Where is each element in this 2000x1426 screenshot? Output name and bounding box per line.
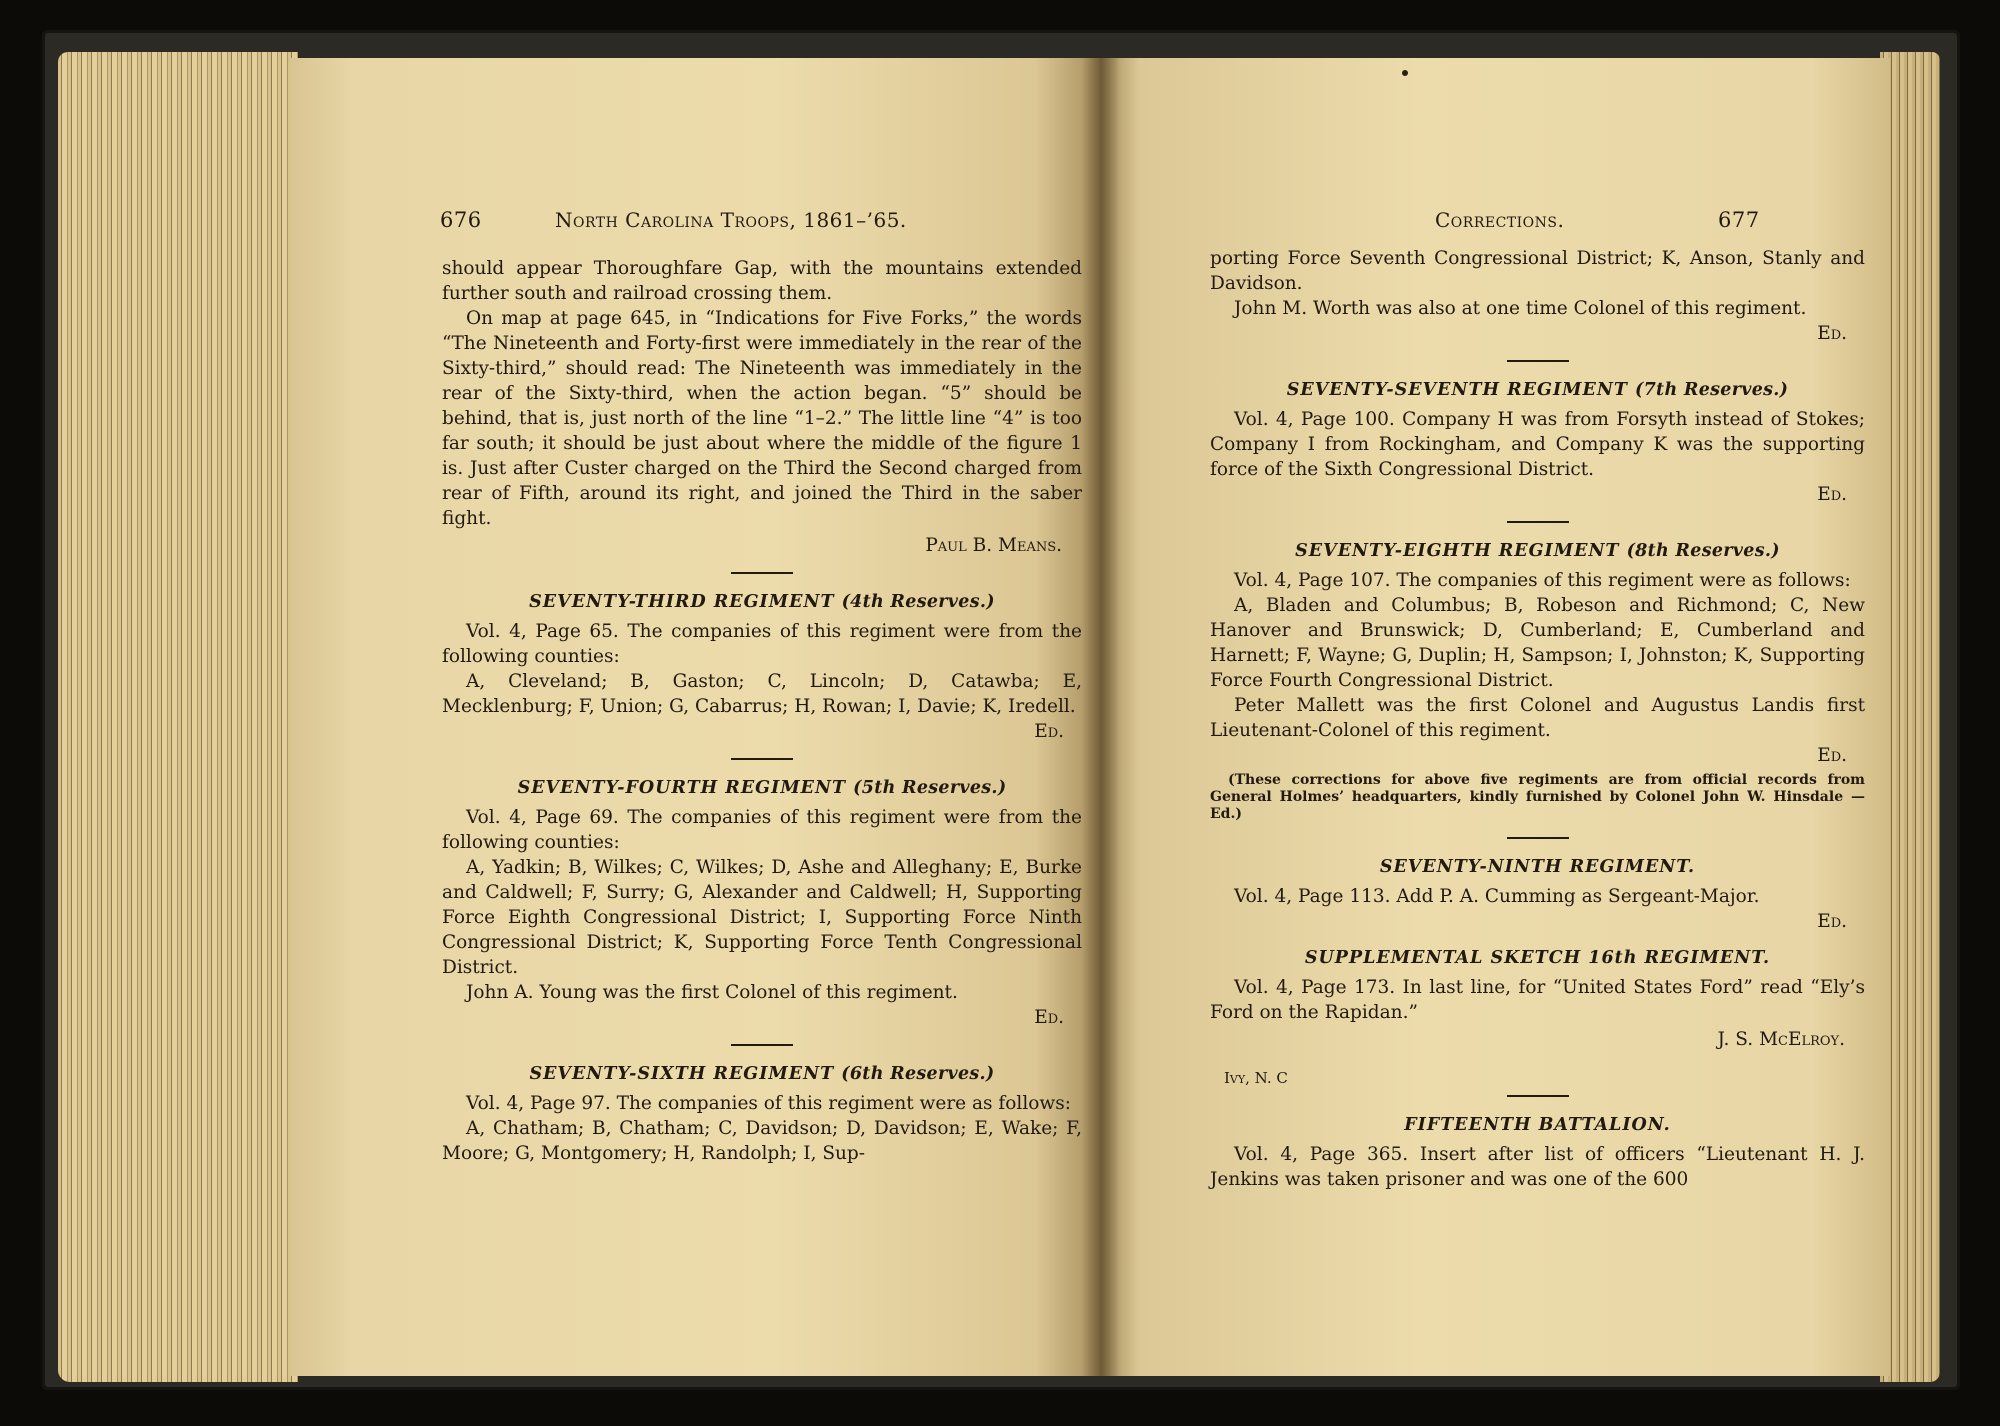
section-heading: SEVENTY-FOURTH REGIMENT (5th Reserves.) bbox=[517, 778, 1007, 798]
signature: Paul B. Means. bbox=[925, 535, 1062, 556]
left-page-body bbox=[442, 256, 1082, 1166]
editor-mark: Ed. bbox=[1034, 1007, 1064, 1028]
paragraph: On map at page 645, in “Indications for Five Forks,” the words “The Nineteenth and Forty-first were immediately in the rear of the Sixty-third,” should read: The Nineteenth was immediately in the rear of the Sixty-third, when the action began. “5” should be behind, that is, just north of the line “1–2.” The little line “4” is too far south; it should be just about where the middle of the figure 1 is. Just after Custer charged on the Third the Second charged from rear of Fifth, around its right, and joined the Third in the saber fight. bbox=[442, 308, 1082, 529]
paragraph: Vol. 4, Page 69. The companies of this regiment were from the following counties: bbox=[442, 807, 1082, 853]
section-rule bbox=[1507, 837, 1569, 839]
paragraph: Vol. 4, Page 365. Insert after list of officers “Lieutenant H. J. Jenkins was taken prisoner and was one of the 600 bbox=[1210, 1144, 1865, 1190]
paragraph: A, Cleveland; B, Gaston; C, Lincoln; D, Catawba; E, Mecklenburg; F, Union; G, Cabarrus; H, Rowan; I, Davie; K, Iredell. bbox=[442, 671, 1082, 717]
editor-mark: Ed. bbox=[1817, 484, 1847, 505]
signature: J. S. McElroy. bbox=[1717, 1029, 1845, 1050]
editor-mark: Ed. bbox=[1817, 911, 1847, 932]
place-line: Ivy, N. C bbox=[1224, 1069, 1288, 1087]
footnote: (These corrections for above five regiments are from official records from General Holmes’ headquarters, kindly furnished by Colonel John W. Hinsdale —Ed.) bbox=[1210, 772, 1865, 822]
section-heading: SEVENTY-NINTH REGIMENT. bbox=[1379, 857, 1696, 877]
paragraph: A, Yadkin; B, Wilkes; C, Wilkes; D, Ashe and Alleghany; E, Burke and Caldwell; F, Surry; G, Alexander and Caldwell; H, Supporting Force Eighth Congressional District; I, Supporting Force Ninth Congressional District; K, Supporting Force Tenth Congressional District. bbox=[442, 857, 1082, 978]
editor-mark: Ed. bbox=[1817, 745, 1847, 766]
section-heading: SEVENTY-SEVENTH REGIMENT (7th Reserves.) bbox=[1286, 380, 1789, 400]
section-heading: SEVENTY-SIXTH REGIMENT (6th Reserves.) bbox=[529, 1064, 995, 1084]
left-page-number: 676 bbox=[440, 208, 482, 232]
section-rule bbox=[731, 572, 793, 574]
paragraph: A, Chatham; B, Chatham; C, Davidson; D, Davidson; E, Wake; F, Moore; G, Montgomery; H, Randolph; I, Sup- bbox=[442, 1118, 1082, 1164]
ink-dot bbox=[1402, 70, 1408, 76]
page-edges-left bbox=[58, 52, 298, 1382]
paragraph: John M. Worth was also at one time Colonel of this regiment. bbox=[1234, 298, 1807, 319]
paragraph: should appear Thoroughfare Gap, with the mountains extended further south and railroad crossing them. bbox=[442, 258, 1082, 304]
editor-mark: Ed. bbox=[1817, 323, 1847, 344]
right-page-body bbox=[1210, 246, 1865, 1192]
paragraph: porting Force Seventh Congressional District; K, Anson, Stanly and Davidson. bbox=[1210, 248, 1865, 294]
left-running-head bbox=[290, 208, 1100, 238]
paragraph: Vol. 4, Page 100. Company H was from Forsyth instead of Stokes; Company I from Rockingham, and Company K was the supporting force of the Sixth Congressional District. bbox=[1210, 409, 1865, 480]
editor-mark: Ed. bbox=[1034, 721, 1064, 742]
paragraph: Vol. 4, Page 97. The companies of this regiment were as follows: bbox=[466, 1093, 1071, 1114]
section-heading: SEVENTY-EIGHTH REGIMENT (8th Reserves.) bbox=[1295, 541, 1780, 561]
right-running-head bbox=[1100, 208, 1890, 238]
section-heading: SEVENTY-THIRD REGIMENT (4th Reserves.) bbox=[529, 592, 995, 612]
section-heading: FIFTEENTH BATTALION. bbox=[1404, 1115, 1671, 1135]
right-page bbox=[1100, 58, 1890, 1376]
paragraph: Vol. 4, Page 107. The companies of this regiment were as follows: bbox=[1234, 570, 1851, 591]
section-rule bbox=[1507, 360, 1569, 362]
paragraph: A, Bladen and Columbus; B, Robeson and Richmond; C, New Hanover and Brunswick; D, Cumberland; E, Cumberland and Harnett; F, Wayne; G, Duplin; H, Sampson; I, Johnston; K, Supporting Force Fourth Congressional District. bbox=[1210, 595, 1865, 691]
section-rule bbox=[1507, 521, 1569, 523]
section-heading: SUPPLEMENTAL SKETCH 16th REGIMENT. bbox=[1304, 948, 1771, 968]
section-rule bbox=[1507, 1095, 1569, 1097]
left-page bbox=[290, 58, 1100, 1376]
section-rule bbox=[731, 1044, 793, 1046]
book-gutter bbox=[1082, 58, 1120, 1376]
paragraph: Vol. 4, Page 65. The companies of this regiment were from the following counties: bbox=[442, 621, 1082, 667]
paragraph: Vol. 4, Page 173. In last line, for “United States Ford” read “Ely’s Ford on the Rapidan.” bbox=[1210, 977, 1865, 1023]
right-running-title: Corrections. bbox=[1435, 208, 1565, 232]
right-page-number: 677 bbox=[1718, 208, 1760, 232]
paragraph: John A. Young was the first Colonel of this regiment. bbox=[466, 982, 958, 1003]
paragraph: Vol. 4, Page 113. Add P. A. Cumming as Sergeant-Major. bbox=[1234, 886, 1760, 907]
section-rule bbox=[731, 758, 793, 760]
paragraph: Peter Mallett was the first Colonel and Augustus Landis first Lieutenant-Colonel of this regiment. bbox=[1210, 695, 1865, 741]
left-running-title: North Carolina Troops, 1861–’65. bbox=[555, 208, 907, 232]
